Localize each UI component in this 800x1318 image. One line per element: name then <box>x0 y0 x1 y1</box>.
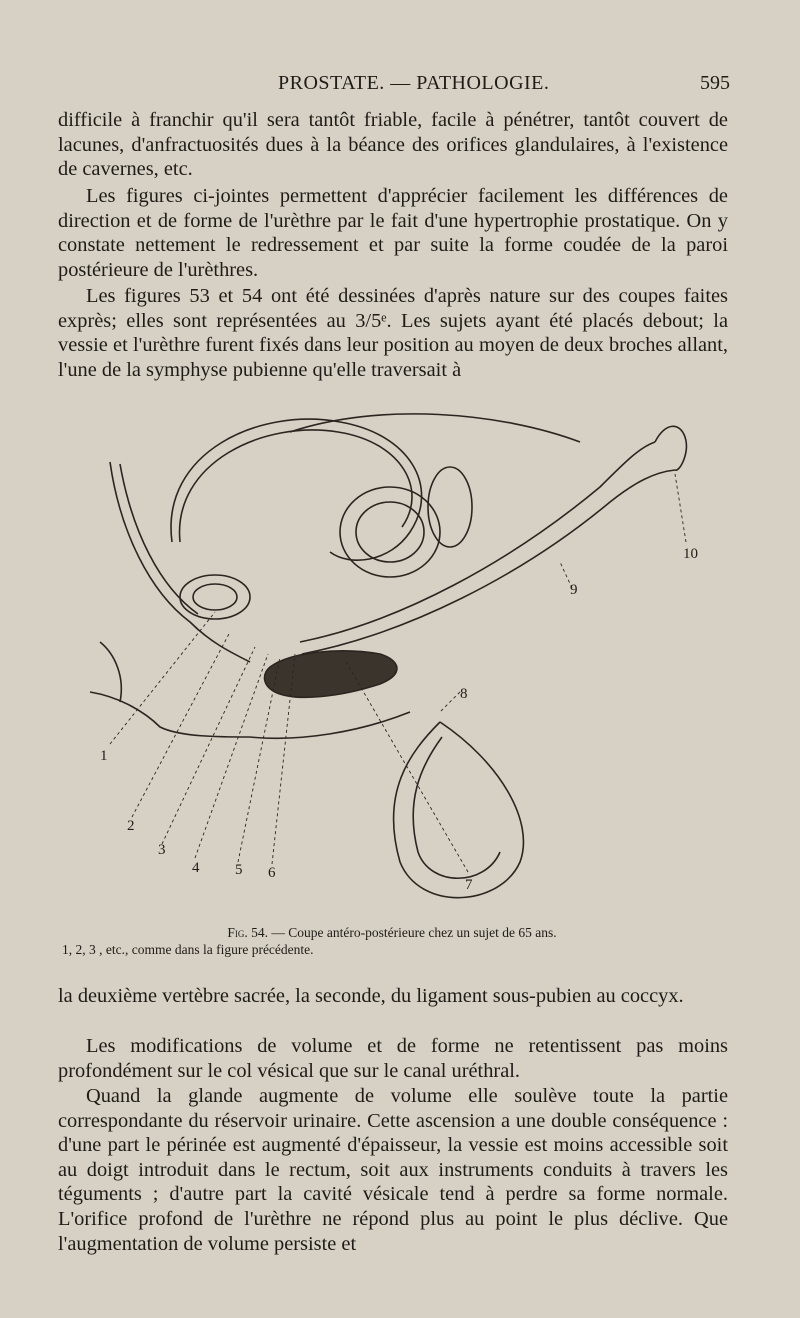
sacrum-outline <box>110 462 250 662</box>
paragraph-figures-method: Les figures 53 et 54 ont été dessinées d'après nature sur des coupes faites exprès; elles sont représentées au 3/5ᵉ. Les sujets ayant été placés debout; la vessie et l'urèthre furent fixés dans leur position au moyen de deux broches allant, l'une de la symphyse pubienne qu'elle traversait à <box>58 285 728 381</box>
running-title: PROSTATE. — PATHOLOGIE. <box>278 72 550 94</box>
anatomical-figure <box>80 392 720 922</box>
paragraph-figures-intro: Les figures ci-jointes permettent d'apprécier facilement les différences de direction et de forme de l'urèthre par le fait d'une hypertrophie prostatique. On y constate nettement le redressement et par suite la forme coudée de la paroi postérieure de l'urèthres. <box>58 185 728 281</box>
urethra-upper <box>300 442 655 642</box>
paragraph-continuation-after-figure: la deuxième vertèbre sacrée, la seconde, du ligament sous-pubien au coccyx. <box>58 985 684 1007</box>
figure-label-3: 3 <box>158 842 166 858</box>
figure-caption-legend: 1, 2, 3 , etc., comme dans la figure précédente. <box>62 942 314 957</box>
figure-label-5: 5 <box>235 862 243 878</box>
figure-label-9: 9 <box>570 582 578 598</box>
figure-drawing <box>80 392 720 922</box>
figure-label-1: 1 <box>100 748 108 764</box>
figure-label-8: 8 <box>460 686 468 702</box>
running-header <box>58 72 730 102</box>
paragraph-gland-growth: Quand la glande augmente de volume elle soulève toute la partie correspondante du réservoir urinaire. Cette ascension a une double conséquence : d'une part le périnée est augmenté d'épaisseur, la vessie est moins accessible soit au doigt introduit dans le rectum, soit aux instruments conduits à travers les téguments ; d'autre part la cavité vésicale tend à perdre sa forme normale. L'orifice profond de l'urèthre ne répond plus au point le plus déclive. Que l'augmentation de volume persiste et <box>58 1085 728 1255</box>
figure-caption-text: — Coupe antéro-postérieure chez un sujet de 65 ans. <box>267 925 557 940</box>
figure-label-7: 7 <box>465 877 473 893</box>
figure-label-10: 10 <box>683 546 698 562</box>
figure-label-4: 4 <box>192 860 200 876</box>
page-number: 595 <box>700 72 730 94</box>
figure-label-2: 2 <box>127 818 135 834</box>
bladder-outline <box>171 419 422 560</box>
figure-caption <box>62 924 722 958</box>
figure-label-6: 6 <box>268 865 276 881</box>
paragraph-continuation: difficile à franchir qu'il sera tantôt friable, facile à pénétrer, tantôt couvert de lacunes, d'anfractuosités dues à la béance des orifices glandulaires, à l'existence de cavernes, etc. <box>58 109 728 181</box>
paragraph-modifications: Les modifications de volume et de forme ne retentissent pas moins profondément sur le col vésical que sur le canal uréthral. <box>58 1035 728 1082</box>
prostate-shaded <box>265 651 397 697</box>
prostate-section <box>340 487 440 577</box>
figure-number: Fig. 54. <box>227 925 268 940</box>
